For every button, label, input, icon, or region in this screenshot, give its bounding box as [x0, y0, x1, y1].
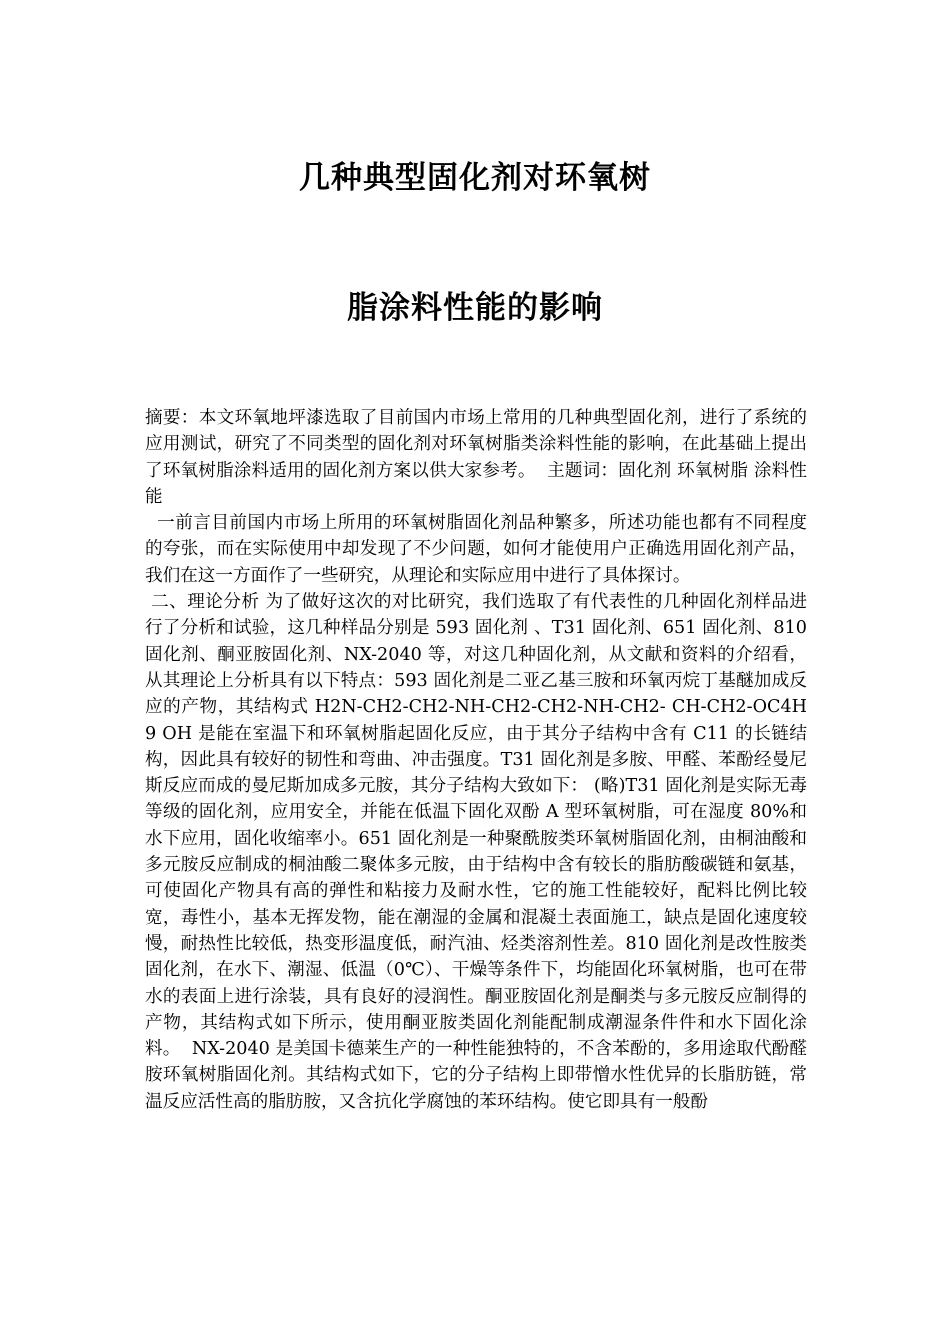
document-title-line-2: 脂涂料性能的影响 [347, 290, 603, 326]
introduction-paragraph: 一前言目前国内市场上所用的环氧树脂固化剂品种繁多，所述功能也都有不同程度的夸张，而在实际使用中却发现了不少问题，如何才能使用户正确选用固化剂产品，我们在这一方面作了一些研究，从理论和实际应用中进行了具体探讨。 [145, 513, 807, 586]
document-body [145, 405, 813, 1115]
document-title-line-1: 几种典型固化剂对环氧树 [299, 160, 651, 196]
abstract-paragraph: 摘要：本文环氧地坪漆选取了目前国内市场上常用的几种典型固化剂，进行了系统的应用测试，研究了不同类型的固化剂对环氧树脂类涂料性能的影响，在此基础上提出了环氧树脂涂料适用的固化剂方案以供大家参考。 主题词：固化剂 环氧树脂 涂料性能 [145, 408, 807, 507]
theory-analysis-paragraph: 二、理论分析 为了做好这次的对比研究，我们选取了有代表性的几种固化剂样品进行了分析和试验，这几种样品分别是 593 固化剂 、T31 固化剂、651 固化剂、810 固化剂、酮亚胺固化剂、NX-2040 等，对这几种固化剂，从文献和资料的介绍看，从其理论上分析具有以下特点：593 固化剂是二亚乙基三胺和环氧丙烷丁基醚加成反应的产物，其结构式 H2N-CH2-CH2-NH-CH2-CH2-NH-CH2- CH-CH2-OC4H9 OH 是能在室温下和环氧树脂起固化反应，由于其分子结构中含有 C11 的长链结构，因此具有较好的韧性和弯曲、冲击强度。T31 固化剂是多胺、甲醛、苯酚经曼尼斯反应而成的曼尼斯加成多元胺，其分子结构大致如下： (略)T31 固化剂是实际无毒等级的固化剂，应用安全，并能在低温下固化双酚 A 型环氧树脂，可在湿度 80%和水下应用，固化收缩率小。651 固化剂是一种聚酰胺类环氧树脂固化剂，由桐油酸和多元胺反应制成的桐油酸二聚体多元胺，由于结构中含有较长的脂肪酸碳链和氨基，可使固化产物具有高的弹性和粘接力及耐水性，它的施工性能较好，配料比例比较宽，毒性小，基本无挥发物，能在潮湿的金属和混凝土表面施工，缺点是固化速度较慢，耐热性比较低，热变形温度低，耐汽油、烃类溶剂性差。810 固化剂是改性胺类固化剂，在水下、潮湿、低温（0℃）、干燥等条件下，均能固化环氧树脂，也可在带水的表面上进行涂装，具有良好的浸润性。酮亚胺固化剂是酮类与多元胺反应制得的产物，其结构式如下所示，使用酮亚胺类固化剂能配制成潮湿条件件和水下固化涂料。 NX-2040 是美国卡德莱生产的一种性能独特的，不含苯酚的，多用途取代酚醛胺环氧树脂固化剂。其结构式如下，它的分子结构上即带憎水性优异的长脂肪链，常温反应活性高的脂肪胺，又含抗化学腐蚀的苯环结构。使它即具有一般酚 [145, 592, 813, 1112]
